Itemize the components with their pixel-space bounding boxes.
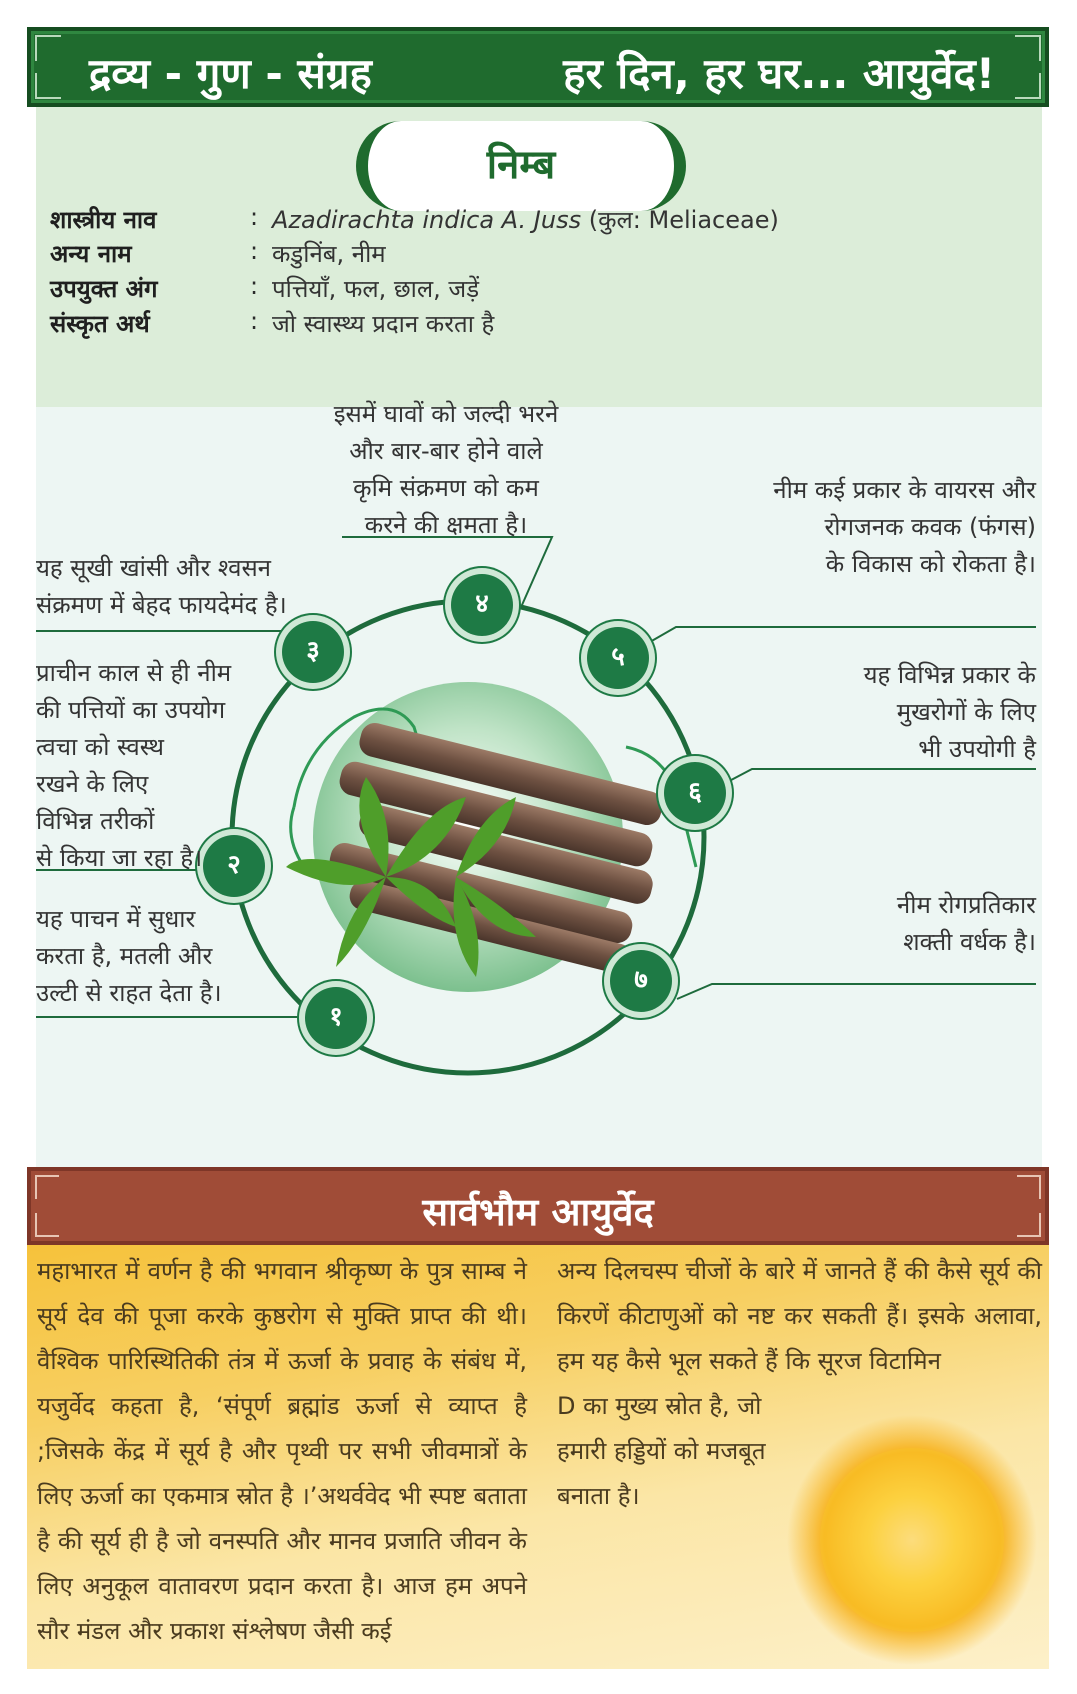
- benefit-line: कृमि संक्रमण को कम: [353, 474, 539, 502]
- benefit-node-3: ३: [282, 621, 344, 683]
- benefit-line: के विकास को रोकता है।: [825, 550, 1036, 578]
- benefit-node-1: १: [305, 987, 367, 1049]
- section-title: सार्वभौम आयुर्वेद: [422, 1190, 654, 1234]
- benefit-line: नीम कई प्रकार के वायरस और: [773, 476, 1036, 504]
- benefit-text-2: [36, 655, 266, 877]
- info-value: पत्तियाँ, फल, छाल, जड़ें: [272, 275, 480, 303]
- benefit-line: विभिन्न तरीकों: [36, 807, 155, 835]
- benefit-line: यह पाचन में सुधार: [36, 905, 196, 933]
- benefit-text-6: [766, 657, 1036, 768]
- benefit-line: इसमें घावों को जल्दी भरने: [333, 400, 559, 428]
- benefit-node-5: ५: [587, 627, 649, 689]
- benefit-line: रोगजनक कवक (फंगस): [824, 513, 1036, 541]
- series-title: द्रव्य - गुण - संग्रह: [89, 49, 372, 98]
- benefit-line: और बार-बार होने वाले: [349, 437, 543, 465]
- top-banner: [27, 27, 1049, 107]
- benefit-node-4: ४: [451, 574, 513, 636]
- benefit-line: रखने के लिए: [36, 770, 149, 798]
- benefit-line: उल्टी से राहत देता है।: [36, 979, 222, 1007]
- ornament-corner: [35, 35, 61, 61]
- benefit-line: यह विभिन्न प्रकार के: [863, 661, 1036, 689]
- benefits-panel: [36, 400, 1042, 1167]
- sarvabhaum-banner: [27, 1167, 1049, 1245]
- sarvabhaum-body: [27, 1245, 1049, 1669]
- info-label: शास्त्रीय नाव: [50, 206, 157, 234]
- info-value: कडुनिंब, नीम: [272, 240, 386, 268]
- benefit-text-7: [796, 887, 1036, 961]
- benefit-line: भी उपयोगी है: [918, 735, 1036, 763]
- info-label: उपयुक्त अंग: [50, 275, 158, 303]
- benefit-node-2: २: [203, 835, 265, 897]
- benefit-text-5: [656, 472, 1036, 583]
- benefit-text-3: [36, 550, 336, 624]
- sarvabhaum-right-text: [557, 1249, 1042, 1519]
- info-separator: :: [250, 237, 259, 265]
- benefit-line: मुखरोगों के लिए: [896, 698, 1036, 726]
- benefit-line: संक्रमण में बेहद फायदेमंद है।: [36, 591, 287, 619]
- benefit-line: करने की क्षमता है।: [364, 511, 528, 539]
- info-label: अन्य नाम: [50, 240, 132, 268]
- benefit-text-4: [316, 396, 576, 544]
- benefit-line: त्वचा को स्वस्थ: [36, 733, 164, 761]
- benefit-line: से किया जा रहा है।: [36, 844, 203, 872]
- info-separator: :: [250, 203, 259, 231]
- ornament-corner: [35, 73, 61, 99]
- info-value: जो स्वास्थ्य प्रदान करता है: [272, 310, 495, 338]
- sarvabhaum-left-text: महाभारत में वर्णन है की भगवान श्रीकृष्ण के पुत्र साम्ब ने सूर्य देव की पूजा करके कुष्ठरोग से मुक्ति प्राप्त की थी। वैश्विक पारिस्थितिकी तंत्र में ऊर्जा के प्रवाह के संबंध में, यजुर्वेद कहता है, ‘संपूर्ण ब्रह्मांड ऊर्जा से व्याप्त है ;जिसके केंद्र में सूर्य है और पृथ्वी पर सभी जीवमात्रों के लिए ऊर्जा का एकमात्र स्रोत है ।’अथर्ववेद भी स्पष्ट बताता है की सूर्य ही है जो वनस्पति और मानव प्रजाति जीवन के लिए अनुकूल वातावरण प्रदान करता है। आज हम अपने सौर मंडल और प्रकाश संश्लेषण जैसी कई: [37, 1257, 527, 1645]
- benefit-line: यह सूखी खांसी और श्वसन: [36, 554, 271, 582]
- ornament-corner: [1015, 73, 1041, 99]
- benefit-line: शक्ती वर्धक है।: [903, 928, 1036, 956]
- botanical-name: Azadirachta indica A. Juss: [272, 206, 582, 234]
- herb-name-badge: निम्ब: [356, 121, 686, 211]
- info-label: संस्कृत अर्थ: [50, 310, 150, 338]
- benefit-node-7: ७: [610, 950, 672, 1012]
- info-separator: :: [250, 307, 259, 335]
- herb-info-panel: [36, 107, 1042, 407]
- right-paragraph: अन्य दिलचस्प चीजों के बारे में जानते हैं की कैसे सूर्य की किरणें कीटाणुओं को नष्ट कर सकती हैं। इसके अलावा, हम यह कैसे भूल सकते हैं कि सूरज विटामिन: [557, 1257, 1042, 1375]
- info-separator: :: [250, 272, 259, 300]
- benefit-node-6: ६: [664, 762, 726, 824]
- benefit-line: नीम रोगप्रतिकार: [896, 891, 1036, 919]
- benefit-line: प्राचीन काल से ही नीम: [36, 659, 232, 687]
- benefit-line: करता है, मतली और: [36, 942, 213, 970]
- family-name: (कुल: Meliaceae): [581, 206, 779, 234]
- info-value: [272, 203, 779, 236]
- ornament-corner: [1015, 35, 1041, 61]
- right-paragraph-tail: D का मुख्य स्रोत है, जो हमारी हड्डियों को मजबूत बनाता है।: [557, 1392, 766, 1510]
- benefit-line: की पत्तियों का उपयोग: [36, 696, 226, 724]
- benefit-text-1: [36, 901, 296, 1012]
- slogan: हर दिन, हर घर... आयुर्वेद!: [563, 49, 995, 98]
